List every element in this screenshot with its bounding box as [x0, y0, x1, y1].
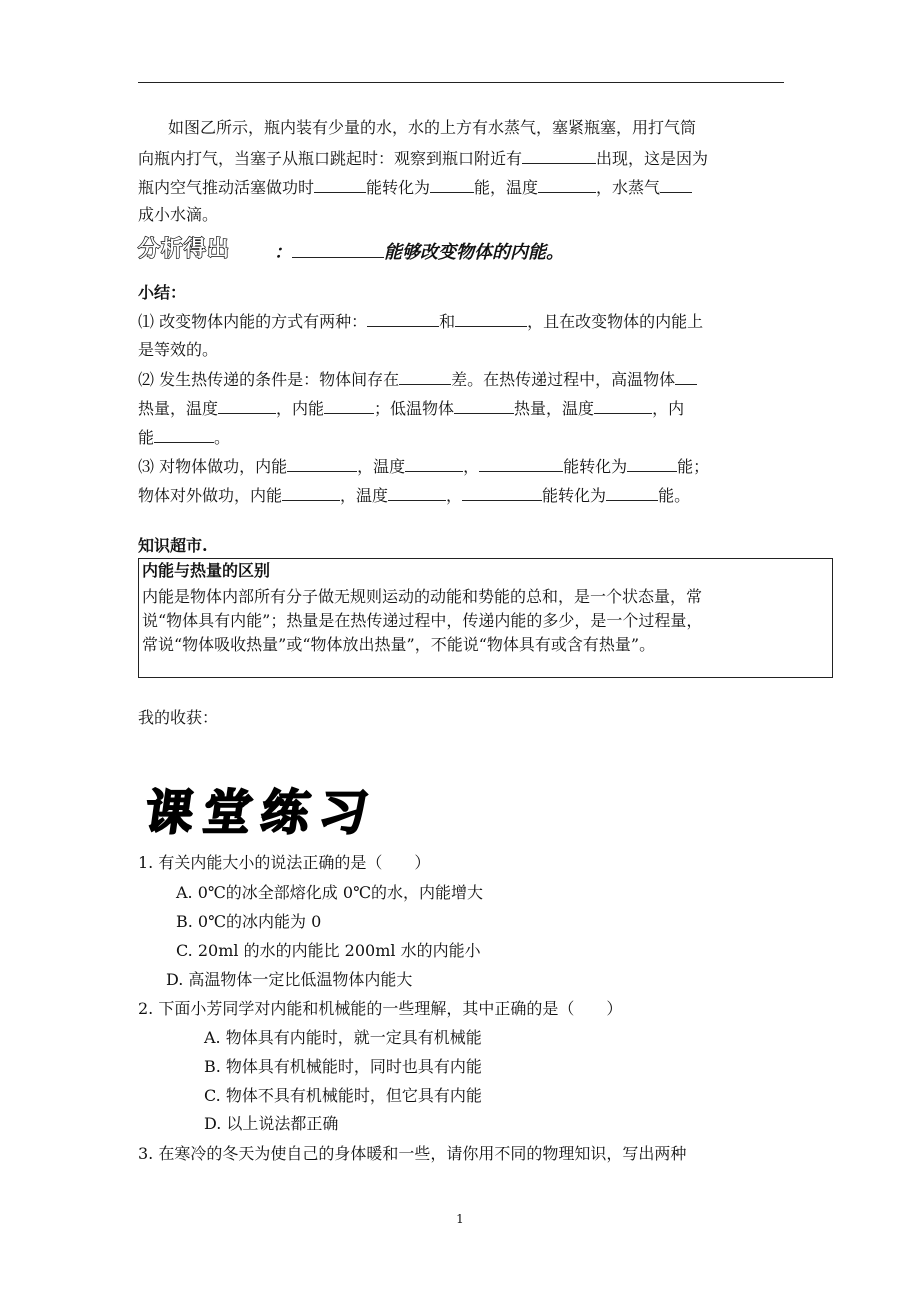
fill-blank[interactable]	[454, 398, 514, 414]
q2-option-d[interactable]: D. 以上说法都正确	[204, 1114, 339, 1133]
knowledge-box	[138, 558, 833, 678]
box-line3: 常说“物体吸收热量”或“物体放出热量”，不能说“物体具有或含有热量”。	[142, 635, 656, 654]
my-harvest: 我的收获：	[138, 708, 219, 727]
summary-item2-cont: 热量，温度 ，内能 ；低温物体 热量，温度 ，内	[138, 399, 685, 418]
analysis-conclusion: ： 能够改变物体的内能。	[274, 242, 564, 263]
fill-blank[interactable]	[627, 456, 677, 472]
fill-blank[interactable]	[522, 148, 596, 164]
fill-blank[interactable]	[455, 311, 527, 327]
fill-blank[interactable]	[282, 485, 340, 501]
fill-blank[interactable]	[430, 177, 474, 193]
q2-option-a[interactable]: A. 物体具有内能时，就一定具有机械能	[204, 1028, 482, 1047]
q1-stem: 1. 有关内能大小的说法正确的是（ ）	[138, 853, 431, 872]
fill-blank[interactable]	[388, 485, 446, 501]
fill-blank[interactable]	[479, 456, 563, 472]
q3-stem: 3. 在寒冷的冬天为使自己的身体暖和一些，请你用不同的物理知识，写出两种	[138, 1144, 687, 1163]
q1-option-c[interactable]: C. 20ml 的水的内能比 200ml 水的内能小	[176, 941, 481, 960]
fill-blank[interactable]	[314, 177, 366, 193]
para1-line4: 成小水滴。	[138, 205, 219, 224]
fill-blank[interactable]	[606, 485, 658, 501]
fill-blank[interactable]	[367, 311, 439, 327]
summary-title: 小结：	[138, 283, 187, 302]
header-rule	[138, 82, 784, 83]
fill-blank[interactable]	[292, 242, 384, 258]
para1-line2: 向瓶内打气，当塞子从瓶口跳起时：观察到瓶口附近有 出现，这是因为	[138, 149, 709, 168]
fill-blank[interactable]	[399, 369, 451, 385]
summary-item2: ⑵ 发生热传递的条件是：物体间存在 差。在热传递过程中，高温物体	[138, 369, 697, 390]
fill-blank[interactable]	[324, 398, 374, 414]
q2-stem: 2. 下面小芳同学对内能和机械能的一些理解，其中正确的是（ ）	[138, 999, 623, 1018]
analysis-label: 分析得出	[138, 237, 231, 262]
para1-line1: 如图乙所示，瓶内装有少量的水，水的上方有水蒸气，塞紧瓶塞，用打气筒	[168, 118, 697, 137]
q1-option-b[interactable]: B. 0℃的冰内能为 0	[176, 912, 322, 931]
summary-item3: ⑶ 对物体做功，内能 ，温度 ， 能转化为 能；	[138, 457, 710, 476]
fill-blank[interactable]	[287, 456, 357, 472]
q2-option-c[interactable]: C. 物体不具有机械能时，但它具有内能	[204, 1086, 482, 1105]
practice-title: 课堂练习	[141, 785, 382, 841]
box-title: 内能与热量的区别	[142, 561, 271, 580]
para1-line3: 瓶内空气推动活塞做功时 能转化为 能，温度 ，水蒸气	[138, 177, 692, 198]
fill-blank[interactable]	[154, 427, 214, 443]
fill-blank[interactable]	[405, 456, 463, 472]
summary-item2-end: 能 。	[138, 428, 231, 447]
q1-option-a[interactable]: A. 0℃的冰全部熔化成 0℃的水，内能增大	[176, 883, 483, 902]
q1-option-d[interactable]: D. 高温物体一定比低温物体内能大	[166, 970, 413, 989]
fill-blank[interactable]	[675, 369, 697, 385]
q2-option-b[interactable]: B. 物体具有机械能时，同时也具有内能	[204, 1057, 482, 1076]
fill-blank[interactable]	[218, 398, 276, 414]
knowledge-title: 知识超市.	[138, 536, 208, 555]
page-number: 1	[456, 1212, 464, 1226]
box-line2: 说“物体具有内能”；热量是在热传递过程中，传递内能的多少，是一个过程量，	[142, 611, 703, 630]
fill-blank[interactable]	[462, 485, 542, 501]
fill-blank[interactable]	[660, 177, 692, 193]
summary-item1-cont: 是等效的。	[138, 340, 219, 359]
fill-blank[interactable]	[538, 177, 596, 193]
summary-item3-cont: 物体对外做功，内能 ，温度 ， 能转化为 能。	[138, 486, 691, 505]
summary-item1: ⑴ 改变物体内能的方式有两种： 和 ，且在改变物体的内能上	[138, 312, 704, 331]
fill-blank[interactable]	[594, 398, 652, 414]
box-line1: 内能是物体内部所有分子做无规则运动的动能和势能的总和，是一个状态量，常	[142, 587, 703, 606]
